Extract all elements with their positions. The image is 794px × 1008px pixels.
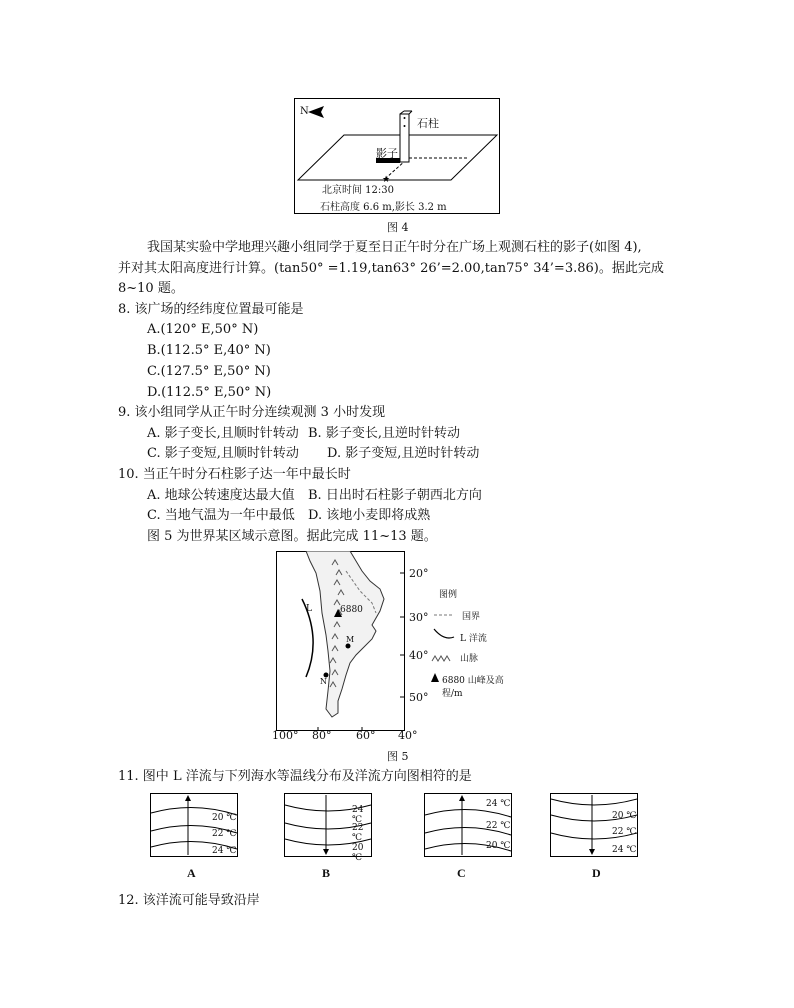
legend-current: L 洋流	[460, 634, 487, 644]
q11-letter-c: C	[457, 866, 466, 880]
q11-panel-d	[550, 793, 638, 859]
peak-label: 6880	[340, 605, 363, 615]
q11-b-t2: 22 ℃	[352, 823, 364, 843]
q11-panel-b	[284, 793, 372, 863]
figure-5	[272, 551, 512, 742]
q11-b-t3: 20 ℃	[352, 843, 364, 863]
lon-40: 40°	[398, 729, 418, 742]
q12-stem: 12. 该洋流可能导致沿岸	[118, 893, 260, 908]
q11-letter-b: B	[322, 866, 331, 880]
q11-b-t1: 24 ℃	[352, 805, 364, 825]
q9-option-c: C. 影子变短,且顺时针转动	[147, 446, 299, 461]
current-label: L	[306, 604, 312, 614]
q8-stem: 8. 该广场的经纬度位置最可能是	[118, 302, 304, 317]
q11-c-t3: 20 ℃	[486, 841, 511, 851]
q8-option-d: D.(112.5° E,50° N)	[147, 385, 272, 400]
intro-line-2: 并对其太阳高度进行计算。(tan50° =1.19,tan63° 26’=2.00,tan75° 34’=3.86)。据此完成	[118, 261, 664, 276]
q9-option-d: D. 影子变短,且逆时针转动	[327, 446, 480, 461]
figure-4	[294, 98, 500, 214]
time-label: 北京时间 12:30	[322, 185, 394, 196]
lat-20: 20°	[409, 567, 429, 580]
q9-stem: 9. 该小组同学从正午时分连续观测 3 小时发现	[118, 405, 386, 420]
q8-option-b: B.(112.5° E,40° N)	[147, 343, 271, 358]
lat-40: 40°	[409, 649, 429, 662]
intro-2: 图 5 为世界某区域示意图。据此完成 11~13 题。	[147, 529, 437, 544]
legend-peak: 6880 山峰及高程/m	[442, 676, 504, 699]
intro-line-3: 8~10 题。	[118, 281, 184, 296]
q11-panel-a	[150, 793, 238, 859]
shadow-label: 影子	[376, 147, 398, 160]
point-n: N	[320, 677, 327, 686]
lat-50: 50°	[409, 691, 429, 704]
q8-option-c: C.(127.5° E,50° N)	[147, 364, 271, 379]
q10-option-c: C. 当地气温为一年中最低	[147, 508, 295, 523]
figure-5-map	[276, 551, 512, 741]
q10-option-a: A. 地球公转速度达最大值	[147, 488, 295, 503]
q11-c-t2: 22 ℃	[486, 821, 511, 831]
intro-line-1: 我国某实验中学地理兴趣小组同学于夏至日正午时分在广场上观测石柱的影子(如图 4),	[147, 240, 642, 255]
q11-a-t3: 24 ℃	[212, 846, 237, 856]
lon-80: 80°	[312, 729, 332, 742]
q11-stem: 11. 图中 L 洋流与下列海水等温线分布及洋流方向图相符的是	[118, 769, 472, 784]
q10-option-b: B. 日出时石柱影子朝西北方向	[308, 488, 482, 503]
q11-a-t2: 22 ℃	[212, 829, 237, 839]
legend-title: 图例	[439, 590, 458, 600]
point-m: M	[346, 635, 355, 644]
q11-letter-d: D	[592, 866, 601, 880]
lat-30: 30°	[409, 611, 429, 624]
q10-option-d: D. 该地小麦即将成熟	[308, 508, 431, 523]
pillar-label: 石柱	[417, 117, 439, 130]
north-label: N	[300, 106, 309, 117]
q11-panel-c	[424, 793, 512, 859]
figure-4-caption: 图 4	[387, 221, 409, 234]
q9-option-a: A. 影子变长,且顺时针转动	[147, 426, 299, 441]
q10-stem: 10. 当正午时分石柱影子达一年中最长时	[118, 467, 351, 482]
q8-option-a: A.(120° E,50° N)	[147, 322, 259, 337]
north-arrow-icon	[308, 106, 324, 118]
legend-border: 国界	[462, 612, 481, 622]
figure-5-caption: 图 5	[387, 750, 409, 763]
q11-c-t1: 24 ℃	[486, 799, 511, 809]
q11-d-t2: 22 ℃	[612, 827, 637, 837]
q11-letter-a: A	[187, 866, 196, 880]
q11-d-t1: 20 ℃	[612, 811, 637, 821]
q11-d-t3: 24 ℃	[612, 845, 637, 855]
lon-60: 60°	[356, 729, 376, 742]
lon-100: 100°	[272, 729, 299, 742]
svg-text:★: ★	[382, 175, 391, 185]
legend-mountain: 山脉	[460, 654, 479, 664]
q9-option-b: B. 影子变长,且逆时针转动	[308, 426, 460, 441]
q11-a-t1: 20 ℃	[212, 813, 237, 823]
info-label: 石柱高度 6.6 m,影长 3.2 m	[320, 202, 447, 213]
